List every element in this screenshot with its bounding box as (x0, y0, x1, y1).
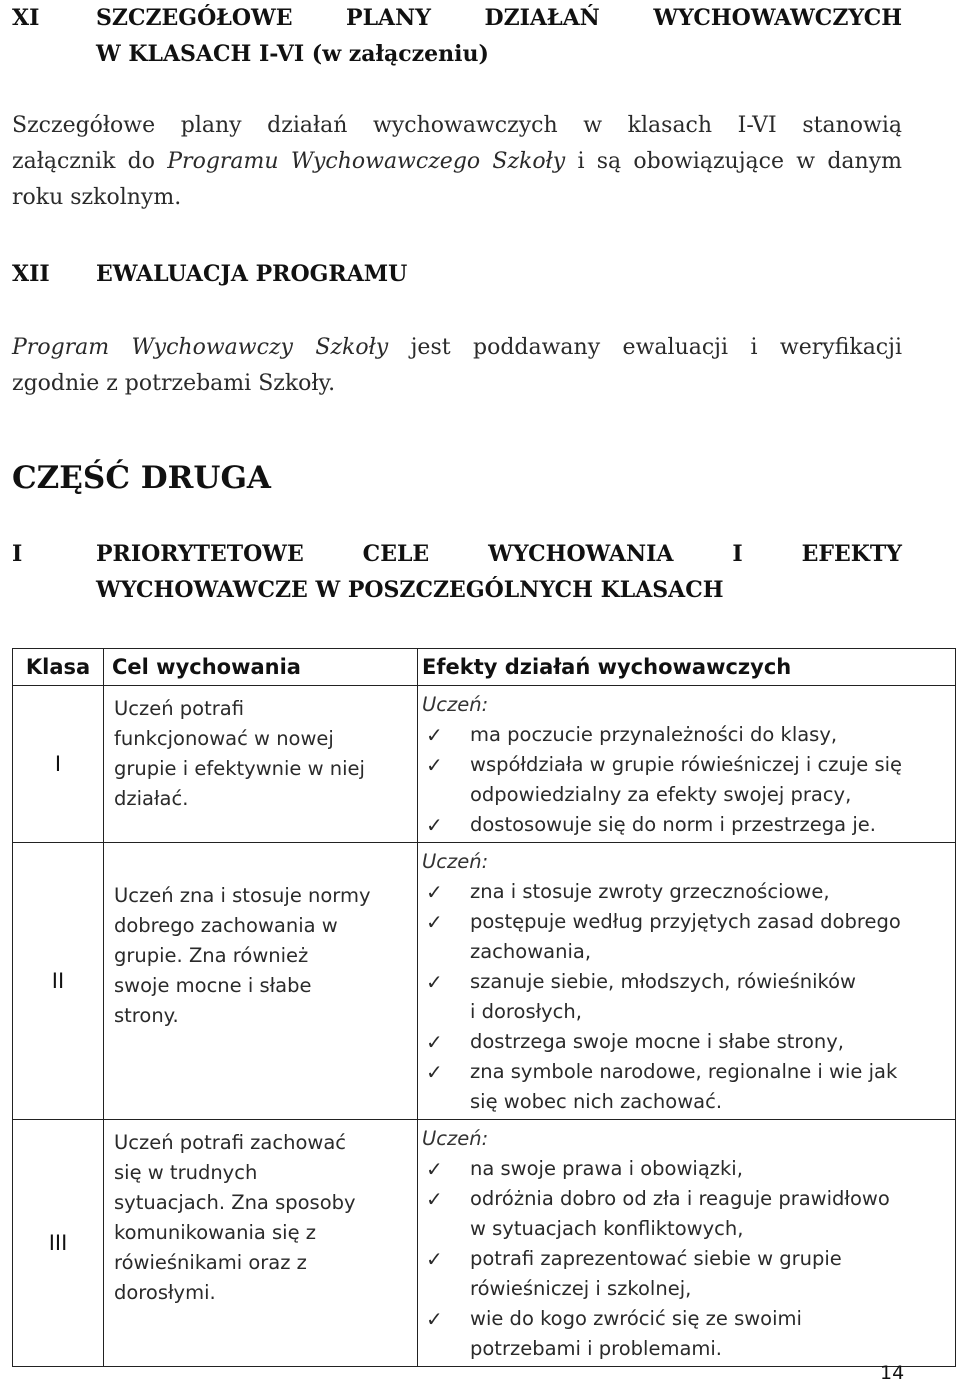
section-title-line: PRIORYTETOWE CELE WYCHOWANIA I EFEKTY (96, 541, 902, 567)
checkmark-icon: ✓ (426, 1307, 443, 1331)
checkmark-icon: ✓ (426, 813, 443, 837)
uczen-label: Uczeń: (422, 850, 489, 873)
efekty-cell (418, 843, 956, 1120)
list-item: ✓ dostrzega swoje mocne i słabe strony, (422, 1027, 951, 1057)
section-heading-xii (12, 256, 902, 292)
list-item: ✓ zna symbole narodowe, regionalne i wie jak się wobec nich zachować. (422, 1057, 951, 1117)
section-title-line: SZCZEGÓŁOWE PLANY DZIAŁAŃ WYCHOWAWCZYCH (96, 5, 902, 31)
efekty-cell (418, 686, 956, 843)
table-header-row (13, 649, 956, 686)
paragraph-line: zgodnie z potrzebami Szkoły. (12, 371, 336, 396)
list-item: ✓ odróżnia dobro od zła i reaguje prawidłowo w sytuacjach konfliktowych, (422, 1184, 951, 1244)
checkmark-icon: ✓ (426, 1247, 443, 1271)
list-item: ✓ na swoje prawa i obowiązki, (422, 1154, 951, 1184)
part-title: CZĘŚĆ DRUGA (12, 460, 271, 496)
table-row (13, 843, 956, 1120)
checkmark-icon: ✓ (426, 723, 443, 747)
list-item: ✓ wie do kogo zwrócić się ze swoimi potrzebami i problemami. (422, 1304, 951, 1364)
checkmark-icon: ✓ (426, 1187, 443, 1211)
goals-table (12, 648, 956, 1367)
checkmark-icon: ✓ (426, 1060, 443, 1084)
list-item: ✓ współdziała w grupie rówieśniczej i czuje się odpowiedzialny za efekty swojej pracy, (422, 750, 951, 810)
checkmark-icon: ✓ (426, 880, 443, 904)
section-number: XI (12, 5, 40, 31)
section-number: I (12, 541, 23, 567)
klasa-cell: I (13, 686, 104, 843)
cel-cell: Uczeń potrafi zachować się w trudnych sytuacjach. Zna sposoby komunikowania się z rówieśnikami oraz z dorosłymi. (104, 1120, 418, 1367)
uczen-label: Uczeń: (422, 1127, 489, 1150)
program-title-italic: Program Wychowawczy Szkoły (12, 335, 389, 360)
list-item: ✓ szanuje siebie, młodszych, rówieśników i dorosłych, (422, 967, 951, 1027)
list-item: ✓ dostosowuje się do norm i przestrzega je. (422, 810, 951, 840)
paragraph-line: roku szkolnym. (12, 185, 182, 210)
paragraph-line: Program Wychowawczy Szkoły jest poddawany ewaluacji i weryfikacji (12, 335, 902, 360)
checkmark-icon: ✓ (426, 970, 443, 994)
header-klasa: Klasa (13, 649, 104, 686)
section-heading-i (12, 536, 902, 608)
header-efekty: Efekty działań wychowawczych (418, 649, 956, 686)
section-number: XII (12, 261, 50, 287)
section-heading-xi (12, 0, 902, 72)
list-item: ✓ ma poczucie przynależności do klasy, (422, 720, 951, 750)
paragraph-line: załącznik do Programu Wychowawczego Szkoły i są obowiązujące w danym (12, 149, 902, 174)
klasa-cell: II (13, 843, 104, 1120)
checkmark-icon: ✓ (426, 1157, 443, 1181)
list-item: ✓ postępuje według przyjętych zasad dobrego zachowania, (422, 907, 951, 967)
program-title-italic: Programu Wychowawczego Szkoły (167, 149, 566, 174)
cel-cell: Uczeń zna i stosuje normy dobrego zachowania w grupie. Zna również swoje mocne i słabe strony. (104, 843, 418, 1120)
section-title-line: W KLASACH I-VI (w załączeniu) (96, 41, 489, 67)
checkmark-icon: ✓ (426, 910, 443, 934)
page-number: 14 (880, 1362, 905, 1384)
table-row (13, 686, 956, 843)
header-cel: Cel wychowania (104, 649, 418, 686)
paragraph-xii (12, 330, 902, 402)
section-title: EWALUACJA PROGRAMU (96, 261, 408, 287)
section-title-line: WYCHOWAWCZE W POSZCZEGÓLNYCH KLASACH (96, 577, 724, 603)
table-row (13, 1120, 956, 1367)
list-item: ✓ zna i stosuje zwroty grzecznościowe, (422, 877, 951, 907)
paragraph-line: Szczegółowe plany działań wychowawczych w klasach I-VI stanowią (12, 113, 902, 138)
list-item: ✓ potrafi zaprezentować siebie w grupie rówieśniczej i szkolnej, (422, 1244, 951, 1304)
checkmark-icon: ✓ (426, 753, 443, 777)
paragraph-xi (12, 108, 902, 216)
cel-cell: Uczeń potrafi funkcjonować w nowej grupie i efektywnie w niej działać. (104, 686, 418, 843)
uczen-label: Uczeń: (422, 693, 489, 716)
klasa-cell: III (13, 1120, 104, 1367)
checkmark-icon: ✓ (426, 1030, 443, 1054)
efekty-cell (418, 1120, 956, 1367)
